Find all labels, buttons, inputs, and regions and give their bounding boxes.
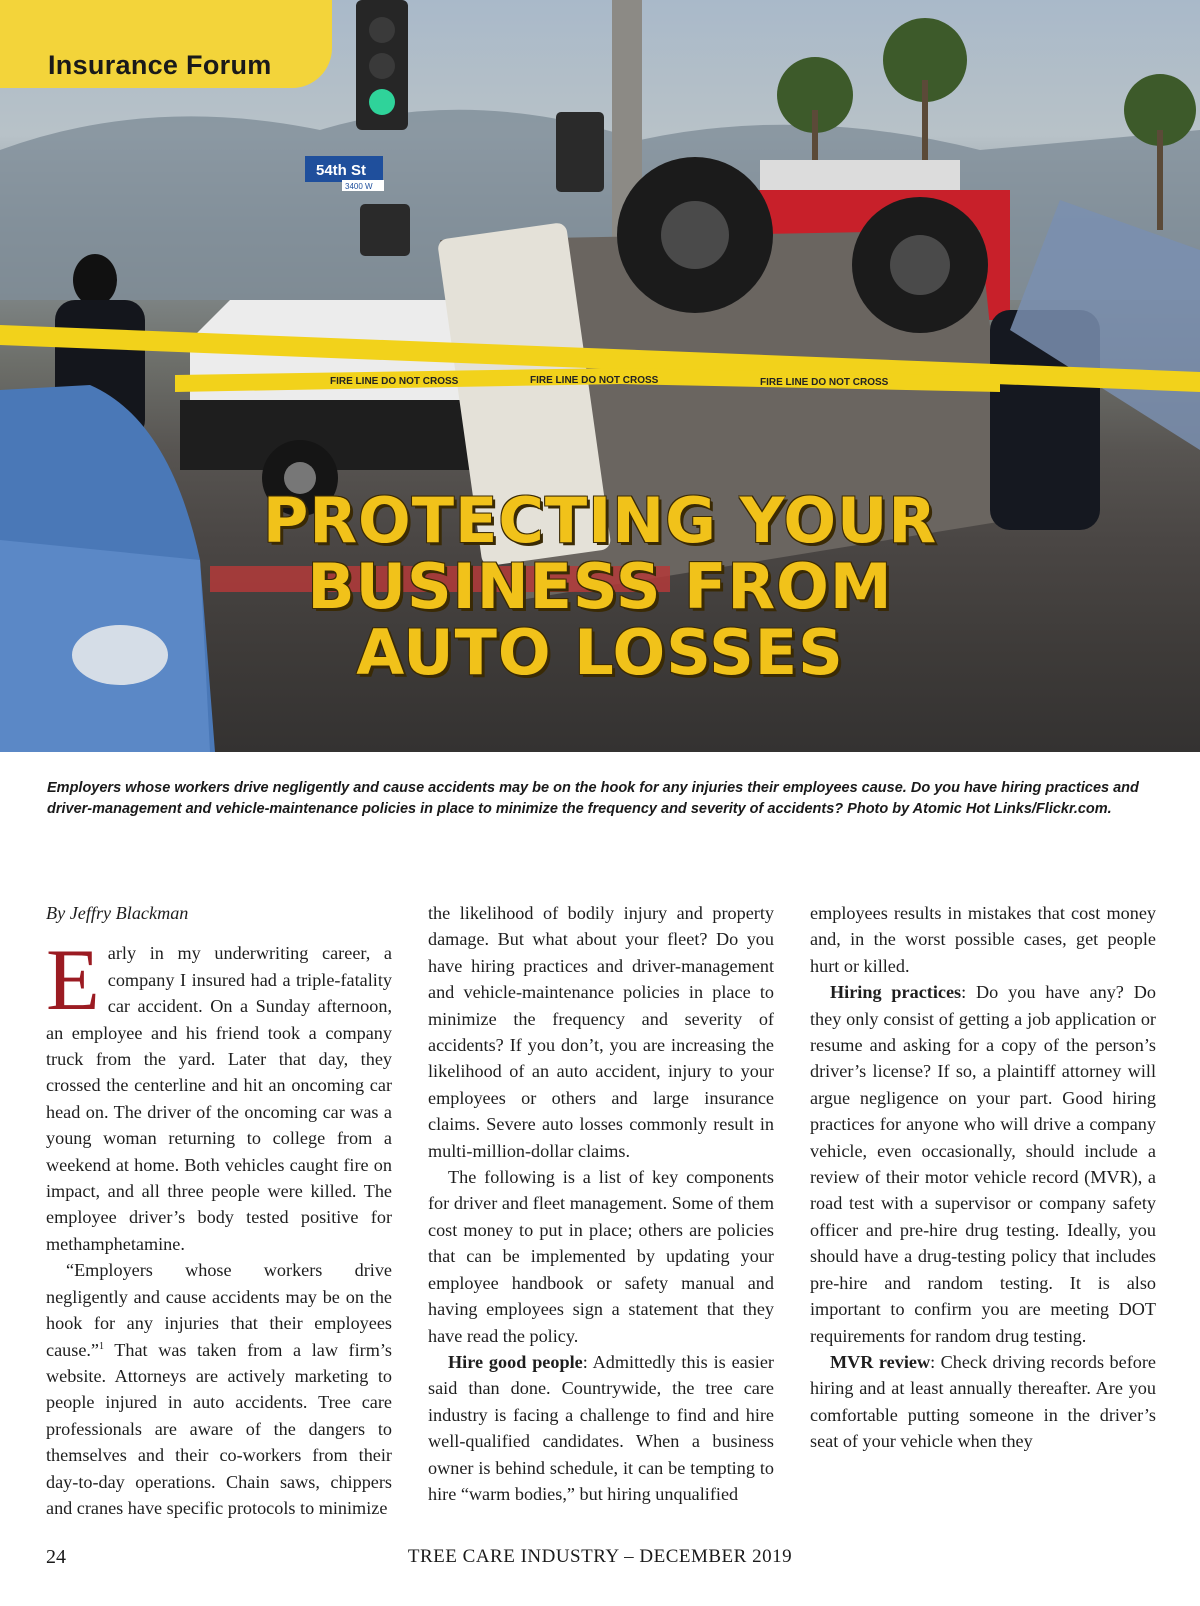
paragraph-text: : Admittedly this is easier said than done. Countrywide, the tree care industry is facing a challenge to find and hire well-qualified candidates. When a business owner is behind schedule, it can be tempting to hire “warm bodies,” but hiring unqualified <box>428 1351 774 1504</box>
headline-line: AUTO LOSSES <box>356 616 844 689</box>
article-paragraph <box>428 1349 774 1507</box>
caution-tape-text: FIRE LINE DO NOT CROSS <box>330 376 459 387</box>
article-paragraph <box>46 932 392 1257</box>
article-column <box>428 900 774 1507</box>
paragraph-text: employees results in mistakes that cost money and, in the worst possible cases, get people hurt or killed. <box>810 903 1156 976</box>
headline <box>250 484 950 689</box>
headline-line: BUSINESS FROM <box>307 550 893 623</box>
paragraph-text: : Do you have any? Do they only consist of getting a job application or resume and asking for a copy of the person’s driver’s license? If so, a plaintiff attorney will argue negligence on your part. Good hiring practices for anyone who will drive a company vehicle, even occasionally, should include a review of their motor vehicle record (MVR), a road test with a supervisor or company safety officer and pre-hire drug testing. Ideally, you should have a drug-testing policy that includes pre-hire and random testing. It is also important to confirm you are meeting DOT requirements for random drug testing. <box>810 982 1156 1346</box>
section-tab <box>0 0 332 88</box>
byline: By Jeffry Blackman <box>46 903 189 923</box>
article-column <box>46 900 392 1521</box>
paragraph-text: the likelihood of bodily injury and property damage. But what about your fleet? Do you have hiring practices and driver-management and vehicle-maintenance policies in place to minimize the frequency and severity of accidents? If you don’t, you are increasing the likelihood of an auto accident, injury to your employees or others and large insurance claims. Severe auto losses commonly result in multi-million-dollar claims. <box>428 903 774 1161</box>
drop-cap: E <box>46 932 100 1030</box>
footnote-marker: 1 <box>99 1340 105 1352</box>
paragraph-text: : Check driving records before hiring and at least annually thereafter. Are you comfortable putting someone in the driver’s seat of your vehicle when they <box>810 1351 1156 1452</box>
article-column <box>810 900 1156 1455</box>
paragraph-text: arly in my underwriting career, a company I insured had a triple-fatality car accident. On a Sunday afternoon, an employee and his friend took a company truck from the yard. Later that day, they crossed the centerline and hit an oncoming car head on. The driver of the oncoming car was a young woman returning to college from a weekend at home. Both vehicles caught fire on impact, and all three people were killed. The employee driver’s body tested positive for methamphetamine. <box>46 943 392 1254</box>
subhead-label: MVR review <box>830 1351 931 1372</box>
publication-footer: TREE CARE INDUSTRY – DECEMBER 2019 <box>407 1546 793 1567</box>
caution-tape-text: FIRE LINE DO NOT CROSS <box>530 375 659 386</box>
caution-tape-text: FIRE LINE DO NOT CROSS <box>760 377 889 388</box>
section-label: Insurance Forum <box>48 50 272 80</box>
street-sign-text: 54th St <box>316 162 367 179</box>
paragraph-text: That was taken from a law firm’s website. Attorneys are actively marketing to people injured in auto accidents. Tree care professionals are aware of the dangers to themselves and their co-workers from their day-to-day operations. Chain saws, chippers and cranes have specific protocols to minimize <box>46 1339 392 1518</box>
article-paragraph <box>810 979 1156 1349</box>
subhead-label: Hiring practices <box>830 982 962 1003</box>
subhead-label: Hire good people <box>448 1351 583 1372</box>
article-paragraph <box>810 1349 1156 1455</box>
paragraph-text: “Employers whose workers drive negligently and cause accidents may be on the hook for any injuries that their employees cause.” <box>46 1260 392 1360</box>
page-number: 24 <box>46 1546 66 1568</box>
paragraph-text: The following is a list of key components for driver and fleet management. Some of them cost money to put in place; others are policies that can be implemented by updating your employee handbook or safety manual and having employees sign a statement that they have read the policy. <box>428 1167 774 1346</box>
photo-caption: Employers whose workers drive negligently and cause accidents may be on the hook for any injuries their employees cause. Do you have hiring practices and driver-management and vehicle-maintenance policies in place to minimize the frequency and severity of accidents? Photo by Atomic Hot Links/Flickr.com. <box>47 780 1139 817</box>
headline-line: PROTECTING YOUR <box>262 484 938 557</box>
article-paragraph <box>428 900 774 1164</box>
street-sign-number: 3400 W <box>345 182 373 191</box>
article-paragraph <box>428 1164 774 1349</box>
hero-photo <box>0 0 1200 752</box>
article-paragraph <box>810 900 1156 979</box>
article-paragraph <box>46 1257 392 1521</box>
